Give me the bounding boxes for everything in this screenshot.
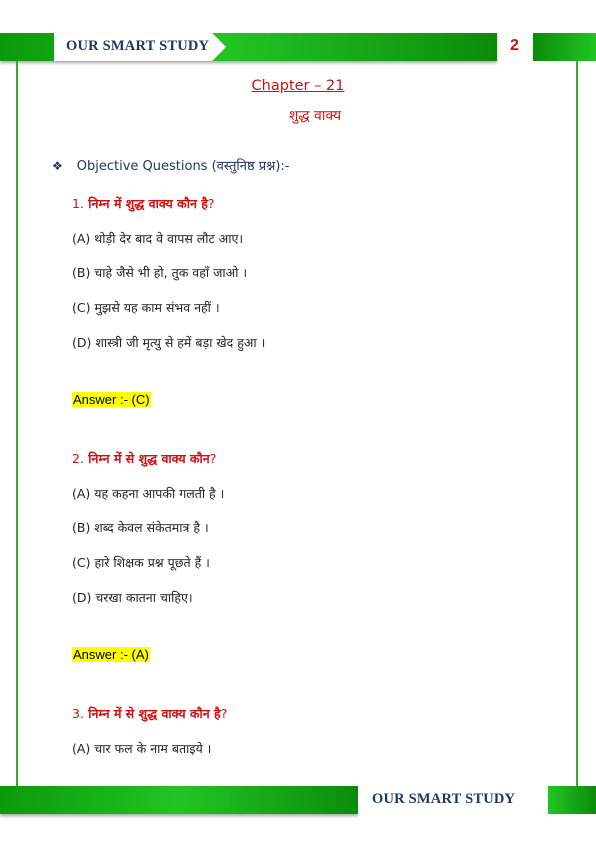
- question-number: 3.: [72, 706, 84, 721]
- header-right-bar: [533, 33, 596, 61]
- left-border-line: [16, 61, 18, 786]
- question-text: निम्न में शुद्ध वाक्य कौन है: [88, 196, 208, 211]
- option-3a: (A) चार फल के नाम बताइये ।: [72, 741, 212, 756]
- chapter-title-text: Chapter – 21: [251, 78, 345, 94]
- question-text: निम्न में से शुद्ध वाक्य कौन: [88, 451, 210, 466]
- question-mark: ?: [207, 196, 215, 211]
- option-1c: (C) मुझसे यह काम संभव नहीं ।: [72, 300, 220, 315]
- footer-right-bar: [548, 786, 596, 814]
- question-1: [72, 195, 215, 212]
- option-1d: (D) शास्त्री जी मृत्यु से हमें बड़ा खेद हुआ ।: [72, 335, 266, 350]
- chapter-title: [0, 78, 596, 94]
- question-2: [72, 450, 216, 467]
- question-number: 2.: [72, 451, 84, 466]
- question-text: निम्न में से शुद्ध वाक्य कौन है: [88, 706, 221, 721]
- page-number: 2: [510, 37, 519, 54]
- footer-brand-text: OUR SMART STUDY: [372, 791, 516, 807]
- chapter-subtitle: [0, 106, 596, 125]
- diamond-bullet-icon: ❖: [52, 159, 63, 173]
- question-3: [72, 705, 227, 722]
- option-2a: (A) यह कहना आपकी गलती है ।: [72, 486, 225, 501]
- question-number: 1.: [72, 196, 84, 211]
- option-2c: (C) हारे शिक्षक प्रश्न पूछते हैं ।: [72, 555, 210, 570]
- option-1a: (A) थोड़ी देर बाद वे वापस लौट आए।: [72, 231, 244, 246]
- option-1b: (B) चाहे जैसे भी हो, तुक वहाँ जाओ ।: [72, 265, 248, 280]
- right-border-line: [576, 61, 578, 786]
- question-mark: ?: [220, 706, 228, 721]
- option-2d: (D) चरखा कातना चाहिए।: [72, 590, 193, 605]
- option-2b: (B) शब्द केवल संकेतमात्र है ।: [72, 520, 209, 535]
- section-heading: [52, 156, 289, 174]
- question-mark: ?: [209, 451, 217, 466]
- header-brand-text: OUR SMART STUDY: [66, 38, 210, 54]
- chapter-subtitle-text: शुद्ध वाक्य: [288, 108, 342, 124]
- section-heading-text: Objective Questions (वस्तुनिष्ठ प्रश्न):-: [76, 159, 290, 174]
- answer-2: Answer :- (A): [73, 647, 149, 662]
- answer-1: Answer :- (C): [73, 392, 150, 407]
- footer-bar: [0, 786, 358, 814]
